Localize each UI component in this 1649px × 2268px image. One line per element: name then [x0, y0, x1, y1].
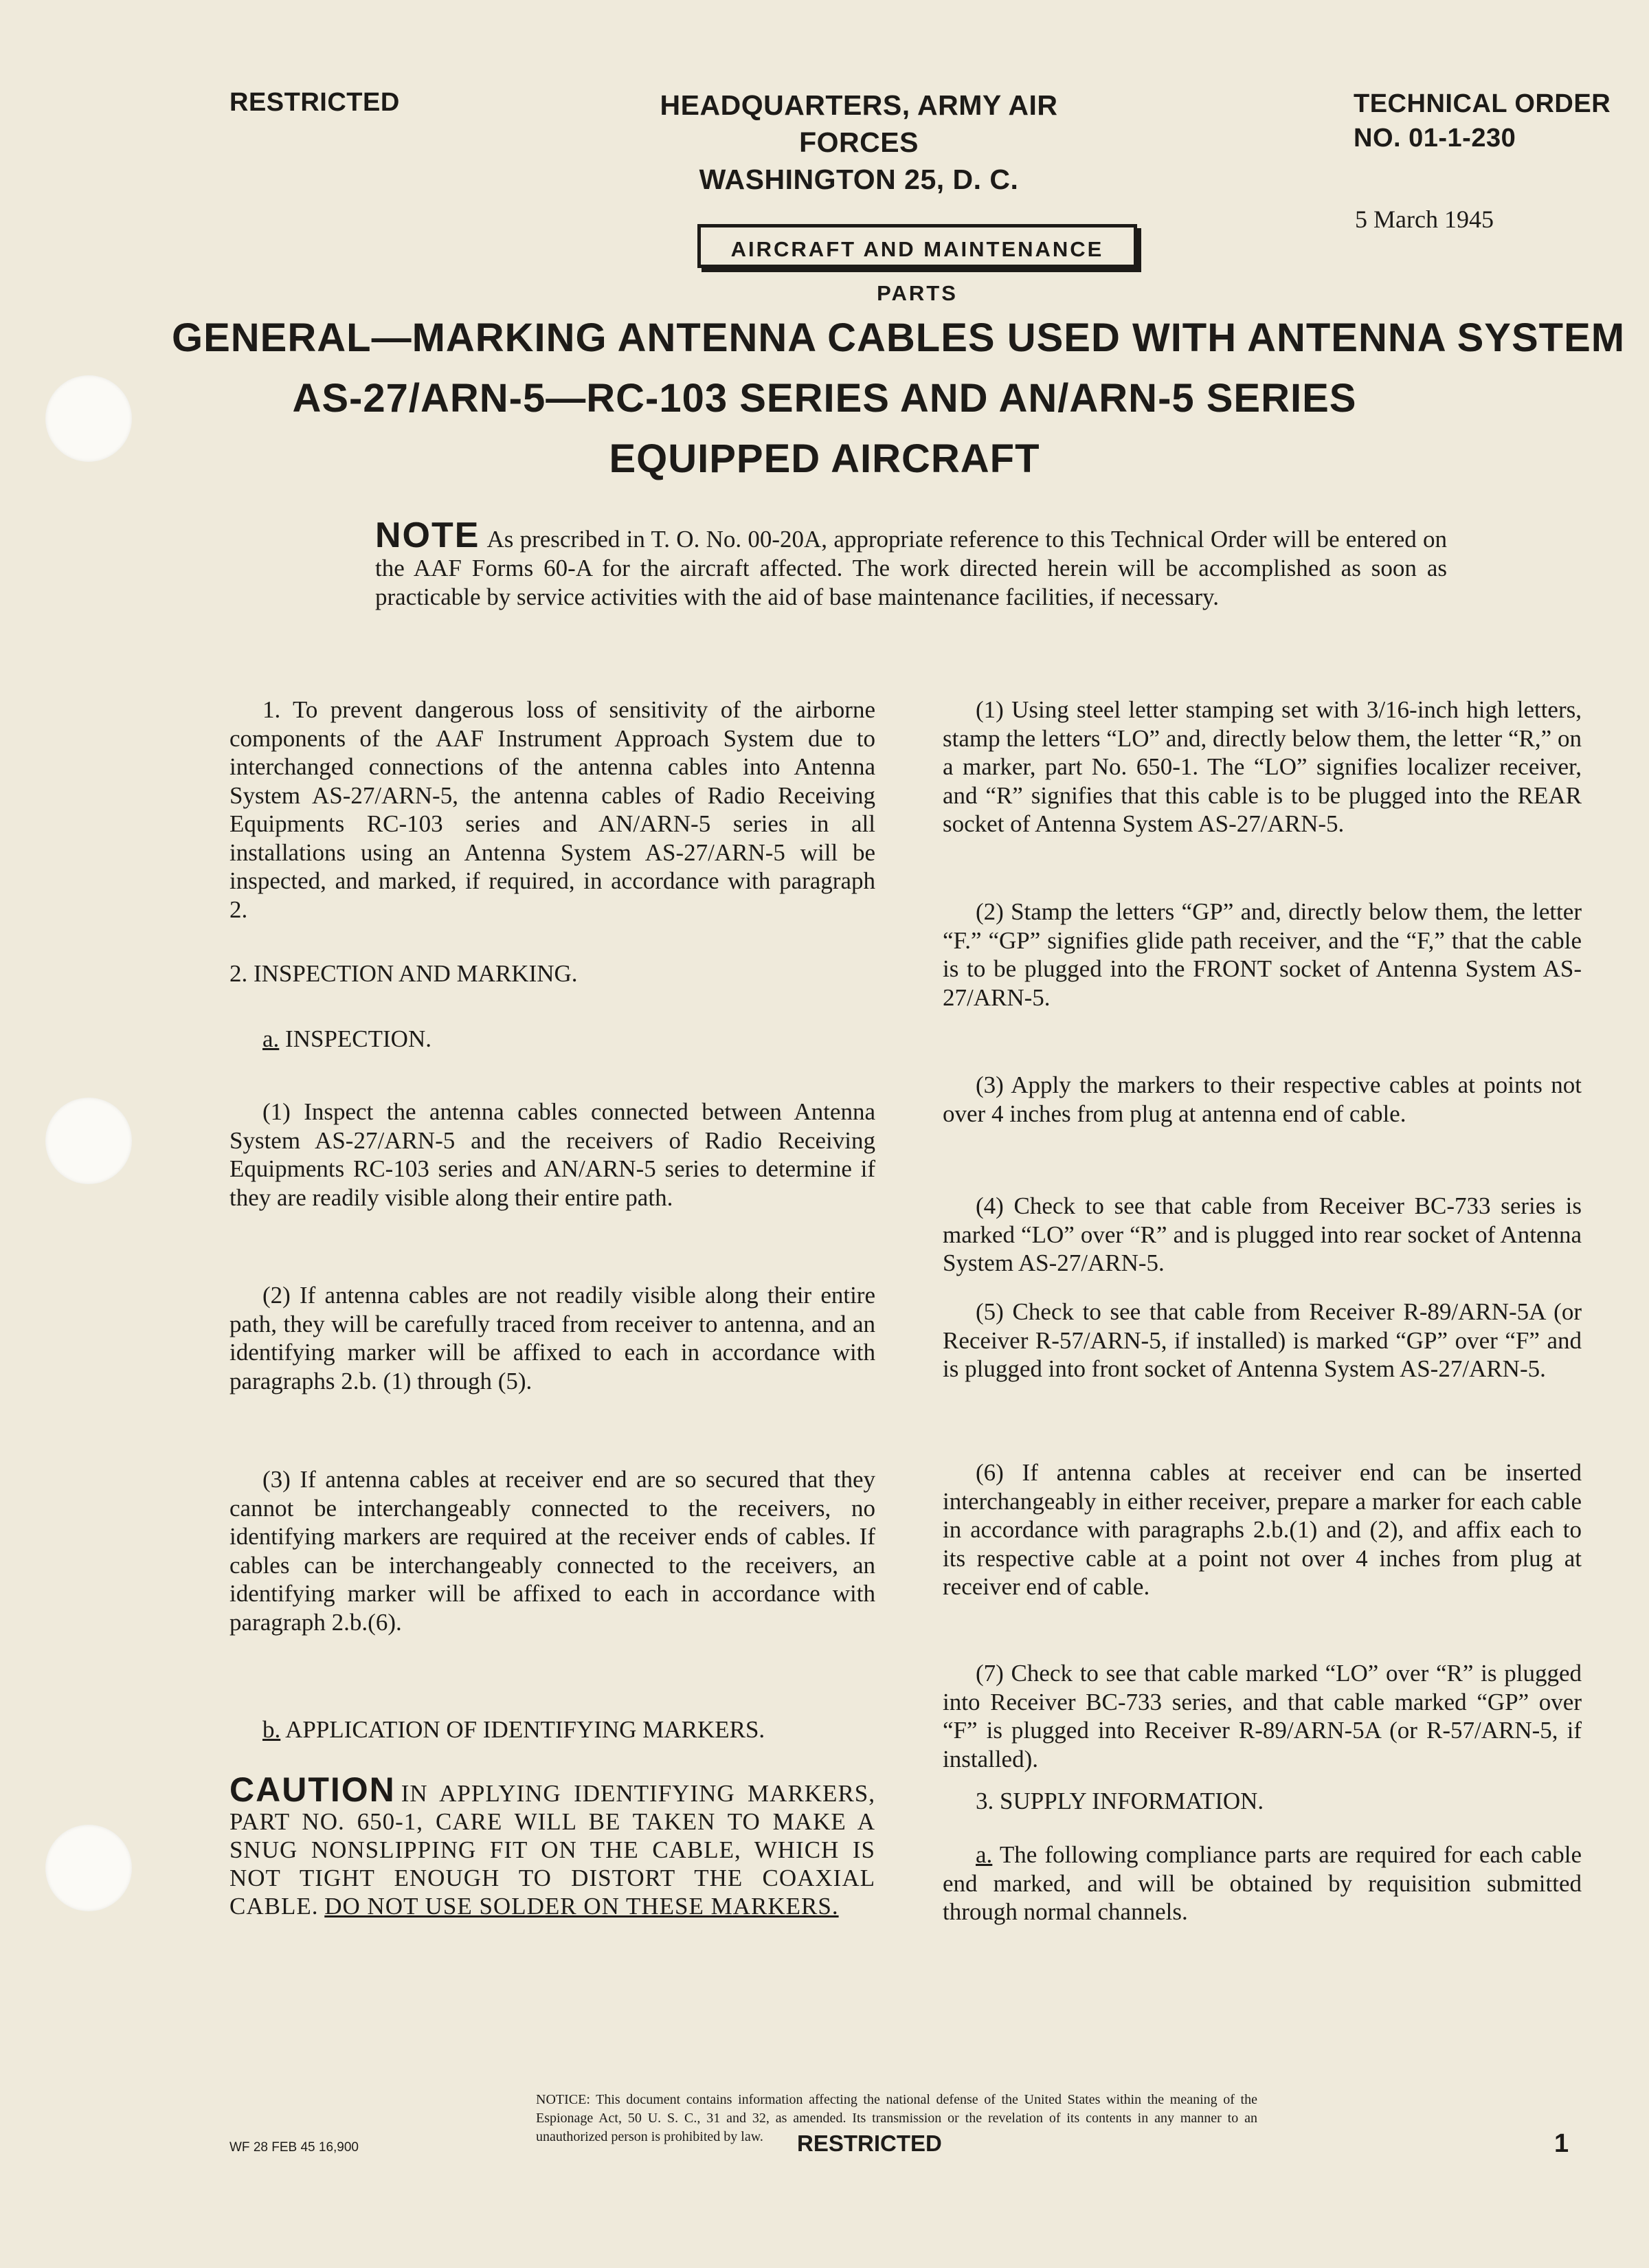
note-label: NOTE — [375, 515, 480, 555]
page-number: 1 — [1554, 2129, 1569, 2158]
heading-2b — [229, 1715, 875, 1744]
title-line2: AS-27/ARN-5—RC-103 SERIES AND AN/ARN-5 SERIES — [292, 376, 1357, 421]
binder-hole — [45, 1825, 132, 1911]
caution-label: CAUTION — [229, 1770, 396, 1809]
binder-hole — [45, 1098, 132, 1184]
paragraph-2a3: (3) If antenna cables at receiver end are so secured that they cannot be interchangeably connected to the receivers, no identifying markers are required at the receiver ends of cables. If cables can be interchangeably connected to the receivers, an identifying marker will be affixed to each in accordance with paragraph 2.b.(6). — [229, 1466, 875, 1636]
hq-line1: HEADQUARTERS, ARMY AIR FORCES — [660, 89, 1058, 158]
to-line1: TECHNICAL ORDER — [1354, 89, 1611, 118]
print-code: WF 28 FEB 45 16,900 — [229, 2140, 359, 2155]
paragraph-2a2: (2) If antenna cables are not readily visible along their entire path, they will be carefully traced from receiver to antenna, and an identifying marker will be affixed to each in accordance with paragraphs 2.b. (1) through (5). — [229, 1282, 875, 1394]
classification-header: RESTRICTED — [229, 88, 400, 117]
to-line2: NO. 01-1-230 — [1354, 124, 1516, 153]
paragraph-2b4: (4) Check to see that cable from Receiver BC-733 series is marked “LO” over “R” and is plugged into rear socket of Antenna System AS-27/ARN-5. — [943, 1192, 1582, 1276]
title-line3: EQUIPPED AIRCRAFT — [609, 436, 1040, 481]
paragraph-2b6: (6) If antenna cables at receiver end can be inserted interchangeably in either receiver, prepare a marker for each cable in accordance with paragraphs 2.b.(1) and (2), and affix each to its respective cable at a point not over 4 inches from plug at receiver end of cable. — [943, 1459, 1582, 1600]
caution-text: IN APPLYING IDENTIFYING MARKERS, PART NO. 650-1, CARE WILL BE TAKEN TO MAKE A SNUG NONSLIPPING FIT ON THE CABLE, WHICH IS NOT TIGHT ENOUGH TO DISTORT THE COAXIAL CABLE. — [229, 1780, 875, 1920]
technical-order-number — [1354, 87, 1611, 155]
note-block — [375, 515, 1447, 612]
paragraph-2b7: (7) Check to see that cable marked “LO” over “R” is plugged into Receiver BC-733 series, and that cable marked “GP” over “F” is plugged into Receiver R-89/ARN-5A (or R-57/ARN-5, if installed). — [943, 1660, 1582, 1772]
binder-hole — [45, 375, 132, 462]
issuing-authority — [618, 87, 1099, 198]
paragraph-2b3: (3) Apply the markers to their respective cables at points not over 4 inches from plug at antenna end of cable. — [943, 1071, 1582, 1127]
heading-3: 3. SUPPLY INFORMATION. — [976, 1788, 1264, 1814]
paragraph-2b5: (5) Check to see that cable from Receiver R-89/ARN-5A (or Receiver R-57/ARN-5, if installed) is marked “GP” over “F” and is plugged into front socket of Antenna System AS-27/ARN-5. — [943, 1298, 1582, 1382]
paragraph-3a-letter: a. — [976, 1841, 993, 1868]
caution-underlined: DO NOT USE SOLDER ON THESE MARKERS. — [324, 1893, 839, 1920]
hq-line2: WASHINGTON 25, D. C. — [699, 164, 1019, 195]
heading-2: 2. INSPECTION AND MARKING. — [229, 960, 578, 987]
heading-2b-letter: b. — [262, 1716, 281, 1743]
security-notice: NOTICE: This document contains information affecting the national defense of the United States within the meaning of the Espionage Act, 50 U. S. C., 31 and 32, as amended. Its transmission or the revelation of its contents in any manner to an unauthorized person is prohibited by law. — [536, 2092, 1257, 2144]
classification-footer: RESTRICTED — [797, 2131, 942, 2156]
caution-block — [229, 1770, 875, 1920]
heading-2b-text: APPLICATION OF IDENTIFYING MARKERS. — [285, 1716, 765, 1743]
paragraph-3a-text: The following compliance parts are required for each cable end marked, and will be obtained by requisition submitted through normal channels. — [943, 1841, 1582, 1925]
title-line1: GENERAL—MARKING ANTENNA CABLES USED WITH ANTENNA SYSTEM — [172, 315, 1626, 360]
note-text: As prescribed in T. O. No. 00-20A, appropriate reference to this Technical Order will be entered on the AAF Forms 60-A for the aircraft affected. The work directed herein will be accomplished as soon as practicable by service activities with the aid of base maintenance facilities, if necessary. — [375, 526, 1447, 610]
paragraph-3a — [943, 1841, 1582, 1926]
category-box: AIRCRAFT AND MAINTENANCE PARTS — [697, 224, 1137, 268]
heading-2a-letter: a. — [262, 1025, 280, 1052]
heading-2a-text: INSPECTION. — [285, 1025, 431, 1052]
paragraph-2b2: (2) Stamp the letters “GP” and, directly below them, the letter “F.” “GP” signifies glide path receiver, and the “F,” that the cable is to be plugged into the FRONT socket of Antenna System AS-27/ARN-5. — [943, 898, 1582, 1011]
document-title — [172, 308, 1626, 489]
paragraph-2a1: (1) Inspect the antenna cables connected between Antenna System AS-27/ARN-5 and the receivers of Radio Receiving Equipments RC-103 series and AN/ARN-5 series to determine if they are readily visible along their entire path. — [229, 1098, 875, 1211]
heading-2a — [229, 1025, 875, 1054]
paragraph-1: 1. To prevent dangerous loss of sensitivity of the airborne components of the AAF Instrument Approach System due to interchanged connections of the antenna cables into Antenna System AS-27/ARN-5, the antenna cables of Radio Receiving Equipments RC-103 series and AN/ARN-5 series in all installations using an Antenna System AS-27/ARN-5 will be inspected, and marked, if required, in accordance with paragraph 2. — [229, 696, 875, 923]
paragraph-2b1: (1) Using steel letter stamping set with 3/16-inch high letters, stamp the letters “LO” and, directly below them, the letter “R,” on a marker, part No. 650-1. The “LO” signifies localizer receiver, and “R” signifies that this cable is to be plugged into the REAR socket of Antenna System AS-27/ARN-5. — [943, 696, 1582, 837]
issue-date: 5 March 1945 — [1355, 205, 1494, 233]
